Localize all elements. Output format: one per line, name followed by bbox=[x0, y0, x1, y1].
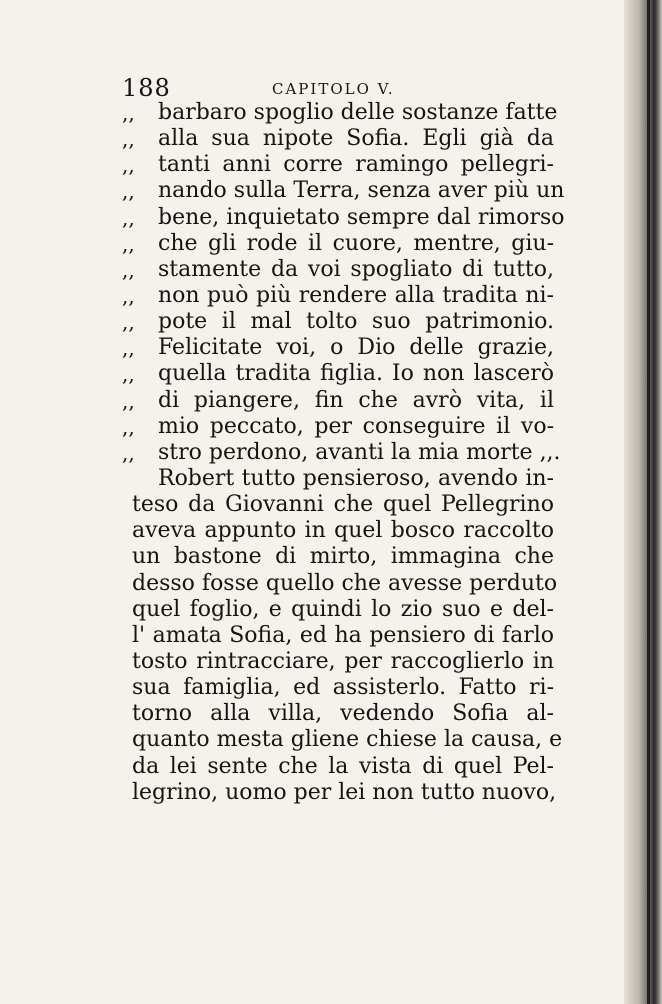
text-line bbox=[122, 283, 554, 309]
line-text: un bastone di mirto, immagina che bbox=[132, 544, 554, 570]
line-text: da lei sente che la vista di quel Pel- bbox=[132, 753, 554, 779]
line-text: legrino, uomo per lei non tutto nuovo, bbox=[132, 779, 557, 805]
text-line bbox=[122, 779, 557, 806]
text-line bbox=[122, 754, 554, 780]
line-text: desso fosse quello che avesse perduto bbox=[132, 570, 558, 596]
text-line bbox=[122, 388, 554, 414]
line-text: barbaro spoglio delle sostanze fatte bbox=[158, 100, 558, 125]
line-text: aveva appunto in quel bosco raccolto bbox=[132, 518, 554, 544]
text-line bbox=[122, 361, 554, 387]
text-line bbox=[122, 675, 554, 701]
page-number: 188 bbox=[122, 74, 171, 102]
quote-mark: ,, bbox=[122, 257, 135, 282]
text-line bbox=[122, 518, 554, 544]
text-line bbox=[122, 414, 554, 440]
line-text: tanti anni corre ramingo pellegri- bbox=[158, 152, 554, 178]
text-line bbox=[122, 701, 554, 727]
text-line bbox=[122, 335, 554, 361]
text-line bbox=[122, 100, 558, 126]
text-line bbox=[122, 597, 554, 623]
text-line bbox=[122, 178, 565, 204]
line-text: alla sua nipote Sofia. Egli già da bbox=[158, 126, 554, 152]
line-text: Felicitate voi, o Dio delle grazie, bbox=[158, 335, 554, 361]
text-block bbox=[122, 100, 565, 806]
text-line bbox=[122, 492, 554, 518]
text-line bbox=[122, 623, 554, 649]
quote-mark: ,, bbox=[122, 362, 135, 387]
line-text: mio peccato, per conseguire il vo- bbox=[158, 413, 554, 439]
line-text: che gli rode il cuore, mentre, giu- bbox=[158, 230, 554, 256]
text-line bbox=[122, 309, 554, 335]
line-text: stamente da voi spogliato di tutto, bbox=[158, 256, 554, 282]
line-text: nando sulla Terra, senza aver più un bbox=[158, 178, 565, 204]
text-line bbox=[122, 204, 565, 231]
quote-mark: ,, bbox=[122, 205, 135, 230]
line-text: tosto rintracciare, per raccoglierlo in bbox=[132, 648, 554, 674]
quote-mark: ,, bbox=[122, 414, 135, 439]
line-text: l' amata Sofia, ed ha pensiero di farlo bbox=[132, 622, 554, 648]
quote-mark: ,, bbox=[122, 179, 135, 204]
line-text: stro perdono, avanti la mia morte ,,. bbox=[158, 439, 561, 465]
line-text: bene, inquietato sempre dal rimorso bbox=[158, 204, 565, 230]
line-text: teso da Giovanni che quel Pellegrino bbox=[132, 492, 554, 518]
quote-mark: ,, bbox=[122, 283, 135, 308]
quote-mark: ,, bbox=[122, 310, 135, 335]
quote-mark: ,, bbox=[122, 231, 135, 256]
line-text: torno alla villa, vedendo Sofia al- bbox=[132, 701, 554, 727]
line-text: non può più rendere alla tradita ni- bbox=[158, 282, 554, 308]
quote-mark: ,, bbox=[122, 336, 135, 361]
line-text: quel foglio, e quindi lo zio suo e del- bbox=[132, 596, 554, 622]
text-line bbox=[122, 439, 561, 466]
text-line bbox=[122, 231, 554, 257]
text-line bbox=[122, 727, 563, 753]
text-line bbox=[122, 570, 558, 597]
quote-mark: ,, bbox=[122, 388, 135, 413]
quote-mark: ,, bbox=[122, 440, 135, 465]
line-text: sua famiglia, ed assisterlo. Fatto ri- bbox=[132, 675, 554, 701]
text-line bbox=[122, 257, 554, 283]
line-text: di piangere, fin che avrò vita, il bbox=[158, 387, 554, 413]
quote-mark: ,, bbox=[122, 101, 135, 125]
line-text: pote il mal tolto suo patrimonio. bbox=[158, 309, 554, 335]
text-line bbox=[122, 649, 554, 675]
text-line bbox=[122, 544, 554, 570]
line-text: quanto mesta gliene chiese la causa, e bbox=[132, 727, 563, 753]
text-line bbox=[122, 126, 554, 152]
text-line bbox=[122, 466, 554, 492]
text-line bbox=[122, 152, 554, 178]
quote-mark: ,, bbox=[122, 127, 135, 152]
line-text: Robert tutto pensieroso, avendo in- bbox=[158, 465, 554, 491]
chapter-title: CAPITOLO V. bbox=[272, 80, 395, 98]
binding-edge-line bbox=[647, 0, 650, 1004]
line-text: quella tradita figlia. Io non lascerò bbox=[158, 361, 554, 387]
quote-mark: ,, bbox=[122, 153, 135, 178]
binding-edge bbox=[624, 0, 662, 1004]
